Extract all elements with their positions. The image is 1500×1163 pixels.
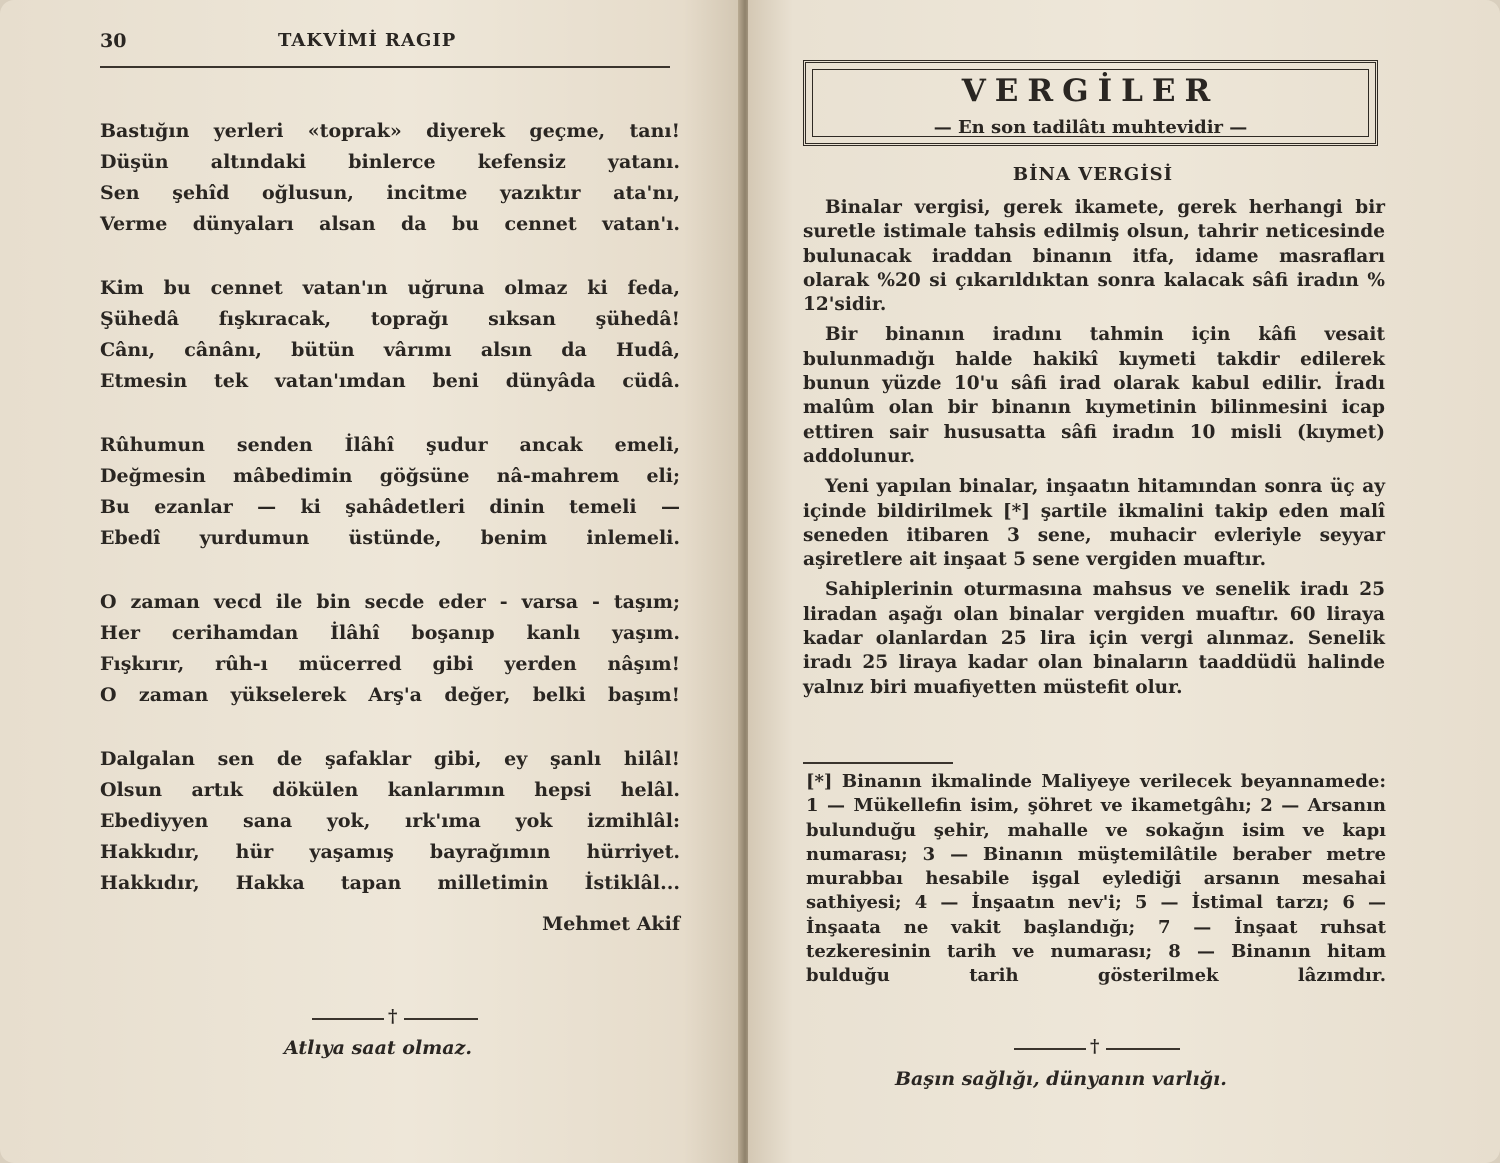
poem-line: Fışkırır, rûh-ı mücerred gibi yerden nâşım! — [100, 653, 680, 675]
poem-line: Hakkıdır, Hakka tapan milletimin İstiklâl... — [100, 872, 680, 894]
poem-line: Sen şehîd oğlusun, incitme yazıktır ata'nı, — [100, 182, 680, 204]
footnote: [*] Binanın ikmalinde Maliyeye verilecek beyannamede: 1 — Mükellefin isim, şöhret ve ikametgâhı; 2 — Arsanın bulunduğu şehir, mahalle ve sokağın isim ve kapı numarası; 3 — Binanın müştemilâtile beraber metre murabbaı hesabile işgal eylediği arsanın mesahai sathiyesi; 4 — İnşaatın nev'i; 5 — İstimal tarzı; 6 — İnşaata ne vakit başlandığı; 7 — İnşaat ruhsat tezkeresinin tarih ve numarası; 8 — Binanın hitam bulduğu tarih gösterilmek lâzımdır. — [806, 771, 1386, 987]
poem-line: Etmesin tek vatan'ımdan beni dünyâda cüdâ. — [100, 370, 680, 392]
poem-author: Mehmet Akif — [542, 913, 680, 935]
poem-line: Rûhumun senden İlâhî şudur ancak emeli, — [100, 434, 680, 456]
poem-line: Her cerihamdan İlâhî boşanıp kanlı yaşım. — [100, 622, 680, 644]
istiklal-marsi-poem — [100, 116, 680, 932]
poem-line: O zaman vecd ile bin secde eder - varsa - taşım; — [100, 591, 680, 613]
running-title: TAKVİMİ RAGIP — [278, 30, 457, 51]
page-number: 30 — [100, 30, 127, 52]
title-box — [803, 60, 1378, 146]
poem-line: Verme dünyaları alsan da bu cennet vatan'ı. — [100, 213, 680, 235]
ornament-divider: † — [1014, 1042, 1180, 1056]
poem-line: Hakkıdır, hür yaşamış bayrağımın hürriyet. — [100, 841, 680, 863]
poem-line: Cânı, cânânı, bütün vârımı alsın da Hudâ, — [100, 339, 680, 361]
paragraph: Bir binanın iradını tahmin için kâfi vesait bulunmadığı halde hakikî kıymeti takdir edilerek bunun yüzde 10'u sâfi irad olarak kabul edilir. İradı malûm olan bir binanın kıymetinin bilinmesini icap ettiren sair hususatta sâfi iradın 10 misli (kıymet) addolunur. — [803, 324, 1385, 467]
ornament-divider: † — [312, 1012, 478, 1026]
poem-line: Şühedâ fışkıracak, toprağı sıksan şühedâ! — [100, 308, 680, 330]
poem-line: Olsun artık dökülen kanlarımın hepsi helâl. — [100, 779, 680, 801]
stanza — [100, 116, 680, 240]
tax-text — [803, 196, 1385, 706]
poem-line: O zaman yükselerek Arş'a değer, belki başım! — [100, 684, 680, 706]
paragraph: Sahiplerinin oturmasına mahsus ve senelik iradı 25 liradan aşağı olan binalar vergiden muaftır. 60 liraya kadar olanlardan 25 lira için vergi alınmaz. Senelik iradı 25 liraya kadar olan binaların taaddüdü halinde yalnız biri muafiyetten müstefit olur. — [803, 579, 1385, 698]
proverb: Başın sağlığı, dünyanın varlığı. — [895, 1068, 1227, 1090]
footnote-rule — [803, 762, 953, 764]
chapter-title: VERGİLER — [961, 73, 1220, 109]
header-rule — [100, 66, 670, 68]
section-title: BİNA VERGİSİ — [1012, 164, 1174, 185]
stanza — [100, 430, 680, 554]
poem-line: Ebediyyen sana yok, ırk'ıma yok izmihlâl: — [100, 810, 680, 832]
poem-line: Dalgalan sen de şafaklar gibi, ey şanlı hilâl! — [100, 748, 680, 770]
stanza — [100, 273, 680, 397]
poem-line: Bu ezanlar — ki şahâdetleri dinin temeli — — [100, 496, 680, 518]
proverb: Atlıya saat olmaz. — [284, 1037, 473, 1059]
paragraph: Binalar vergisi, gerek ikamete, gerek herhangi bir suretle istimale tahsis edilmiş olsun, tahrir neticesinde bulunacak iraddan binanın itfa, idame masrafları olarak %20 si çıkarıldıktan sonra kalacak sâfi iradın % 12'sidir. — [803, 197, 1385, 316]
poem-line: Değmesin mâbedimin göğsüne nâ-mahrem eli; — [100, 465, 680, 487]
poem-line: Kim bu cennet vatan'ın uğruna olmaz ki feda, — [100, 277, 680, 299]
poem-line: Düşün altındaki binlerce kefensiz yatanı. — [100, 151, 680, 173]
left-page — [0, 0, 742, 1163]
poem-line: Bastığın yerleri «toprak» diyerek geçme, tanı! — [100, 120, 680, 142]
stanza — [100, 744, 680, 899]
chapter-subtitle: — En son tadilâtı muhtevidir — — [933, 117, 1248, 138]
poem-line: Ebedî yurdumun üstünde, benim inlemeli. — [100, 527, 680, 549]
paragraph: Yeni yapılan binalar, inşaatın hitamından sonra üç ay içinde bildirilmek [*] şartile ikmalini takip eden malî seneden itibaren 3 sene, muhacir evleriyle seyyar aşiretlere ait inşaat 5 sene vergiden muaftır. — [803, 476, 1385, 571]
stanza — [100, 587, 680, 711]
page-header — [100, 30, 672, 60]
